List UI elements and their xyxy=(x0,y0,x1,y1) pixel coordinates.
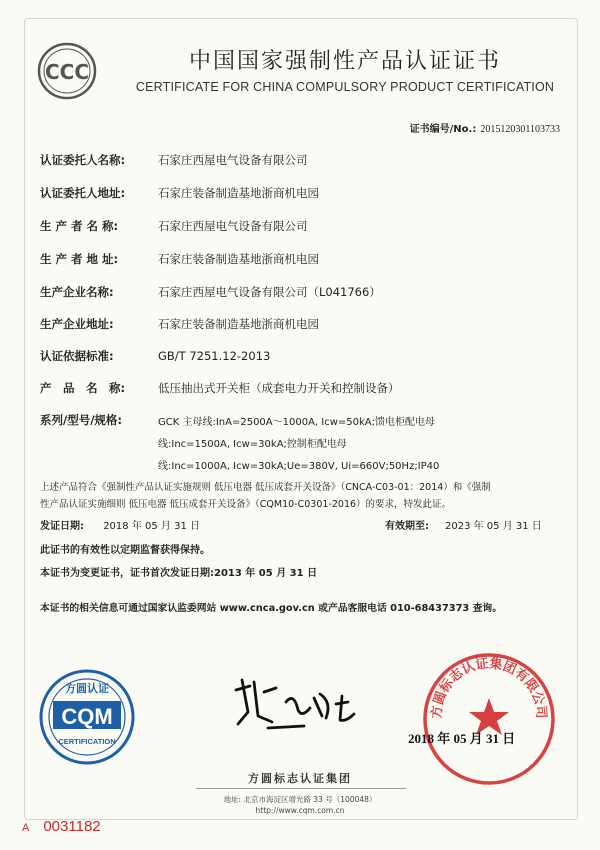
cqm-center-text: CQM xyxy=(61,704,113,729)
serial-number xyxy=(22,818,101,835)
field-label: 产 品 名 称: xyxy=(40,381,126,395)
change-note: 本证书为变更证书，证书首次发证日期:2013 年 05 月 31 日 xyxy=(40,568,318,579)
expiry-date-label: 有效期至: xyxy=(385,521,429,532)
field-label: 认证依据标准: xyxy=(40,349,114,363)
field-label: 认证委托人名称: xyxy=(40,153,126,167)
field-row xyxy=(40,380,560,396)
cqm-bottom-text: CERTIFICATION xyxy=(58,737,116,746)
field-row xyxy=(40,284,560,300)
validity-note: 此证书的有效性以定期监督获得保持。 xyxy=(40,545,210,556)
footer-website: http://www.cqm.com.cn xyxy=(255,806,345,815)
cqm-top-text: 方圆认证 xyxy=(65,682,109,695)
field-label: 认证委托人地址: xyxy=(40,186,126,200)
ccc-logo xyxy=(36,40,98,102)
field-value: 石家庄装备制造基地浙商机电园 xyxy=(158,186,319,200)
field-row xyxy=(40,218,560,234)
seal-text: 方圆标志认证集团有限公司 xyxy=(429,656,549,720)
field-value: 石家庄西屋电气设备有限公司 xyxy=(158,219,308,233)
cert-no-value: 2015120301103733 xyxy=(480,124,560,135)
spec-line-1: GCK 主母线:InA=2500A～1000A, Icw=50kA;馈电柜配电母 xyxy=(158,417,436,428)
field-value: 石家庄装备制造基地浙商机电园 xyxy=(158,317,319,331)
field-value: 石家庄装备制造基地浙商机电园 xyxy=(158,252,319,266)
field-row xyxy=(40,152,560,168)
date-row xyxy=(40,517,560,532)
title-chinese: 中国国家强制性产品认证证书 xyxy=(188,49,501,74)
footer-address: 地址: 北京市海淀区增光路 33 号（100048） xyxy=(223,795,377,804)
compliance-line-1: 上述产品符合《强制性产品认证实施规则 低压电器 低压成套开关设备》（CNCA-C03-01：2014）和《强制 xyxy=(40,482,491,493)
compliance-statement xyxy=(40,479,560,513)
spec-label: 系列/型号/规格: xyxy=(40,413,122,427)
field-value: 低压抽出式开关柜（成套电力开关和控制设备） xyxy=(158,381,400,395)
title-english: CERTIFICATE FOR CHINA COMPULSORY PRODUCT CERTIFICATION xyxy=(135,80,555,94)
spec-line-2: 线:Inc=1500A, Icw=30kA;控制柜配电母 xyxy=(158,439,347,450)
seal-date: 2018 年 05 月 31 日 xyxy=(408,731,516,746)
serial-value: 0031182 xyxy=(43,818,101,835)
field-row xyxy=(40,251,560,267)
issuing-organization: 方圆标志认证集团 xyxy=(248,772,352,785)
field-row xyxy=(40,185,560,201)
ccc-logo-text: CCC xyxy=(44,60,90,84)
footer-divider xyxy=(196,788,406,789)
issue-date-label: 发证日期: xyxy=(40,521,84,532)
field-value: 石家庄西屋电气设备有限公司（L041766） xyxy=(158,285,381,299)
field-label: 生产企业地址: xyxy=(40,317,114,331)
serial-prefix: A xyxy=(22,822,30,834)
field-label: 生产企业名称: xyxy=(40,285,114,299)
field-value: GB/T 7251.12-2013 xyxy=(158,349,271,363)
cqm-certification-mark xyxy=(38,668,136,766)
field-label: 生 产 者 地 址: xyxy=(40,252,119,266)
info-note: 本证书的相关信息可通过国家认监委网站 www.cnca.gov.cn 或产品客服电话 010-68437373 查询。 xyxy=(40,603,503,614)
field-row xyxy=(40,316,560,332)
compliance-line-2: 性产品认证实施细则 低压电器 低压成套开关设备》（CQM10-C0301-2016）的要求，特发此证。 xyxy=(40,499,452,510)
certificate-number xyxy=(410,120,560,135)
spec-line-3: 线:Inc=1000A, Icw=30kA;Ue=380V, Ui=660V;50Hz;IP40 xyxy=(158,461,440,472)
field-label: 生 产 者 名 称: xyxy=(40,219,119,233)
cert-no-label: 证书编号/No.: xyxy=(409,124,477,135)
signature xyxy=(228,672,368,736)
expiry-date-value: 2023 年 05 月 31 日 xyxy=(445,521,542,532)
official-seal xyxy=(420,650,558,788)
field-row xyxy=(40,348,560,364)
field-value: 石家庄西屋电气设备有限公司 xyxy=(158,153,308,167)
issue-date-value: 2018 年 05 月 31 日 xyxy=(103,521,200,532)
